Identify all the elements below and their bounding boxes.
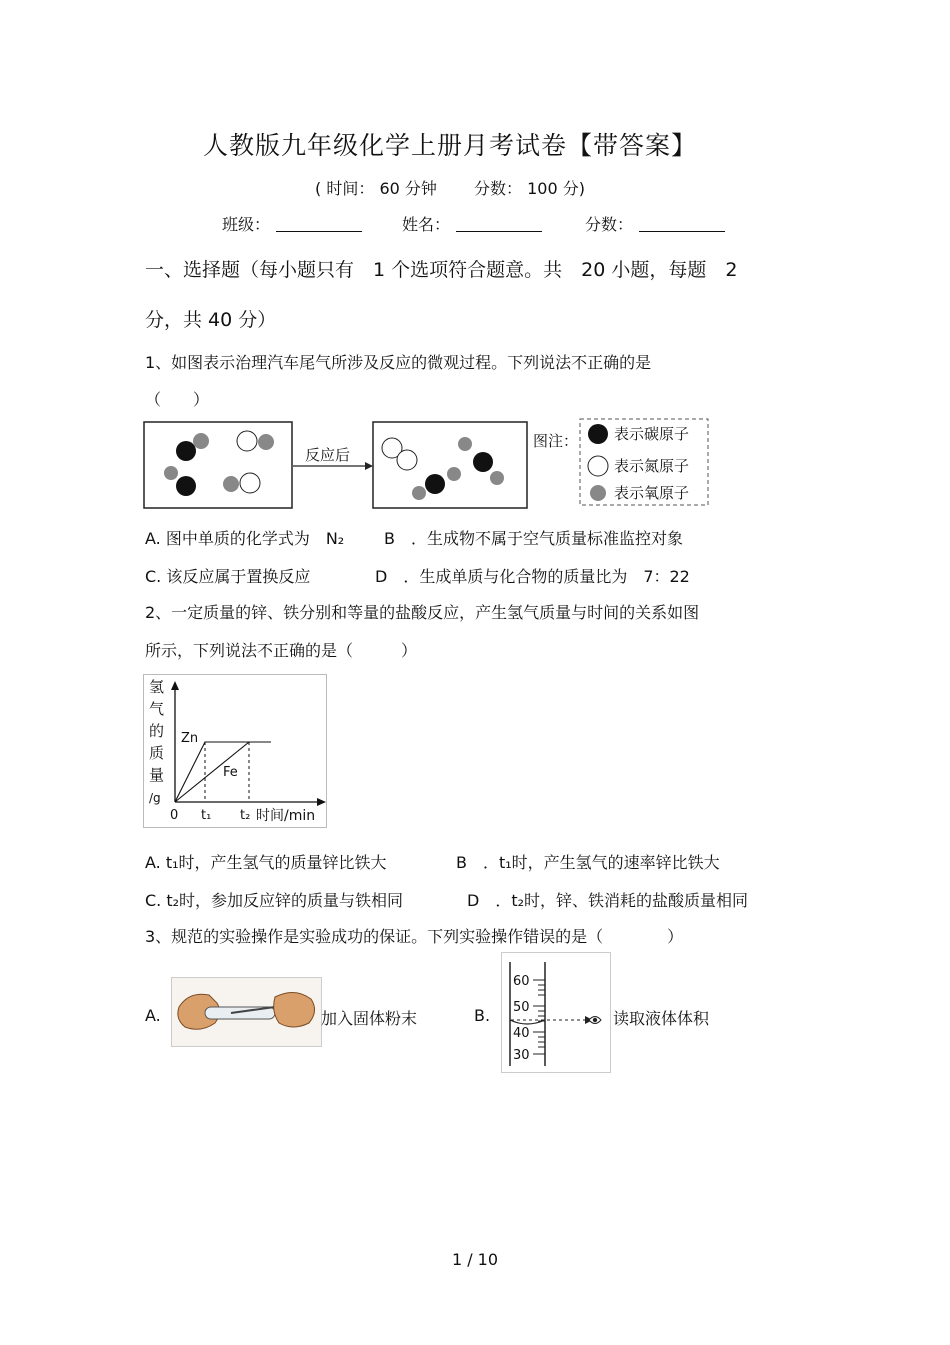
- eye-pupil-icon: [593, 1018, 597, 1022]
- powder-into-test-tube-image: [171, 977, 322, 1047]
- legend-nitrogen-label: 表示氮原子: [614, 457, 690, 475]
- arrow-head-icon: [365, 462, 373, 470]
- q1-reaction-figure: [143, 416, 713, 514]
- graph-frame: [144, 675, 327, 828]
- name-label: 姓名：: [402, 215, 451, 234]
- y-label-char: 量: [149, 766, 165, 784]
- nitrogen-atom: [240, 473, 260, 493]
- nitrogen-atom: [397, 450, 417, 470]
- y-label-char: 的: [149, 722, 165, 740]
- q1-option-a: A. 图中单质的化学式为 N₂: [145, 529, 345, 548]
- q2-hydrogen-graph: [143, 674, 327, 828]
- score-blank: [639, 217, 725, 232]
- q2-option-a: A. t₁时，产生氢气的质量锌比铁大: [145, 853, 387, 872]
- legend-carbon-icon: [588, 424, 608, 444]
- q2-option-c: C. t₂时，参加反应锌的质量与铁相同: [145, 891, 404, 910]
- oxygen-atom: [458, 437, 472, 451]
- section-heading-line2: 分，共 40 分）: [145, 309, 277, 331]
- t1-label: t₁: [201, 808, 212, 823]
- q2-option-d: D ．t₂时，锌、铁消耗的盐酸质量相同: [467, 891, 749, 910]
- section-heading-line1: 一、选择题（每小题只有 1 个选项符合题意。共 20 小题，每题 2: [145, 259, 738, 281]
- y-label-char: 质: [149, 744, 165, 762]
- exam-subtitle: [0, 176, 900, 199]
- fe-label: Fe: [223, 765, 238, 780]
- products-box: [373, 422, 527, 508]
- exam-total-score: 分数： 100 分): [474, 179, 585, 198]
- right-hand-icon: [274, 992, 315, 1027]
- oxygen-atom: [193, 433, 209, 449]
- class-label: 班级：: [222, 215, 271, 234]
- q1-paren: （ ）: [145, 390, 210, 409]
- zn-label: Zn: [181, 731, 199, 746]
- cylinder-tick-label: 50: [513, 1000, 530, 1015]
- class-field: [222, 212, 362, 235]
- origin-label: 0: [170, 808, 179, 823]
- name-field: [402, 212, 542, 235]
- q3-option-b-text: 读取液体体积: [613, 1009, 710, 1028]
- t2-label: t₂: [240, 808, 251, 823]
- legend-nitrogen-icon: [588, 456, 608, 476]
- class-blank: [276, 217, 362, 232]
- oxygen-atom: [164, 466, 178, 480]
- q2-stem-line2: 所示，下列说法不正确的是（ ）: [145, 641, 418, 660]
- q3-option-a-label: A.: [145, 1006, 161, 1025]
- q2-option-b: B ．t₁时，产生氢气的速率锌比铁大: [456, 853, 720, 872]
- oxygen-atom: [447, 467, 461, 481]
- q2-stem-line1: 2、一定质量的锌、铁分别和等量的盐酸反应，产生氢气质量与时间的关系如图: [145, 603, 700, 622]
- score-field: [585, 212, 725, 235]
- exam-time: ( 时间： 60 分钟: [315, 179, 437, 198]
- carbon-atom: [425, 474, 445, 494]
- cylinder-tick-label: 40: [513, 1026, 530, 1041]
- legend-oxygen-label: 表示氧原子: [614, 484, 690, 502]
- oxygen-atom: [412, 486, 426, 500]
- carbon-atom: [176, 441, 196, 461]
- q1-option-b: B ．生成物不属于空气质量标准监控对象: [384, 529, 683, 548]
- legend-title: 图注：: [533, 432, 579, 450]
- legend-carbon-label: 表示碳原子: [614, 425, 690, 443]
- carbon-atom: [473, 452, 493, 472]
- y-unit: /g: [149, 791, 161, 805]
- y-label-char: 氢: [149, 678, 165, 696]
- arrow-label: 反应后: [305, 446, 351, 464]
- y-label-char: 气: [149, 700, 165, 718]
- document-title: 人教版九年级化学上册月考试卷【带答案】: [202, 131, 697, 160]
- q3-stem: 3、规范的实验操作是实验成功的保证。下列实验操作错误的是（ ）: [145, 927, 684, 946]
- q1-stem: 1、如图表示治理汽车尾气所涉及反应的微观过程。下列说法不正确的是: [145, 353, 652, 372]
- x-axis-label: 时间/min: [256, 808, 316, 824]
- q3-option-a-text: 加入固体粉末: [321, 1009, 418, 1028]
- oxygen-atom: [223, 476, 239, 492]
- oxygen-atom: [258, 434, 274, 450]
- cylinder-tick-label: 60: [513, 974, 530, 989]
- score-label: 分数：: [585, 215, 634, 234]
- q1-option-d: D ．生成单质与化合物的质量比为 7：22: [375, 567, 690, 586]
- cylinder-tick-label: 30: [513, 1048, 530, 1063]
- q3-option-b-label: B.: [474, 1006, 491, 1025]
- read-cylinder-volume-image: [501, 952, 611, 1073]
- name-blank: [456, 217, 542, 232]
- carbon-atom: [176, 476, 196, 496]
- q1-option-c: C. 该反应属于置换反应: [145, 567, 311, 586]
- oxygen-atom: [490, 471, 504, 485]
- nitrogen-atom: [237, 431, 257, 451]
- reactants-box: [144, 422, 292, 508]
- page-number: 1 / 10: [451, 1250, 499, 1269]
- legend-oxygen-icon: [590, 485, 606, 501]
